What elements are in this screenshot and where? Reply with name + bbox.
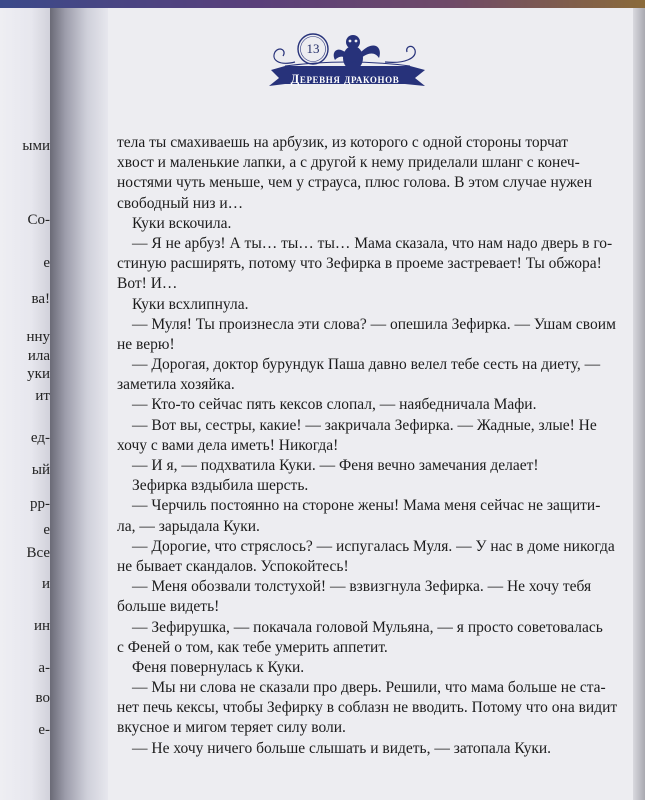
text-line: — Дорогие, что стряслось? — испугалась Муля. — У нас в доме никогда [132,537,615,555]
text-line: свободный низ и… [117,194,244,212]
page-number: 13 [306,41,320,56]
dragon-emblem-icon [334,35,380,70]
left-page-fragment: Со- [27,212,50,228]
text-line: ла, — зарыдала Куки. [117,517,260,535]
text-line: — И я, — подхватила Куки. — Феня вечно замечания делает! [132,457,539,474]
left-page-fragment: е [43,255,50,271]
left-page-fragment: Все [26,545,50,561]
left-page-fragment: ва! [31,291,50,307]
left-page-fragment: ый [31,462,50,478]
left-page-fragment: нну [26,329,50,345]
left-page-fragment: уки [27,366,50,382]
text-line: — Меня обозвали толстухой! — взвизгнула Зефирка. — Не хочу тебя [132,578,592,596]
left-page-fragment: е [43,522,50,538]
page-right-edge [633,8,645,800]
text-line: — Кто-то сейчас пять кексов слопал, — наябедничала Мафи. [132,396,537,414]
book-gutter-shadow [50,8,112,800]
text-line: хвост и маленькие лапки, а с другой к нему приделали шланг с конеч- [117,154,580,172]
text-line: — Зефирушка, — покачала головой Мульяна, — я просто советовалась [132,618,603,636]
text-line: с Феней о том, как тебе умерить аппетит. [117,638,388,656]
left-page-fragment: ит [35,388,50,404]
running-title: Деревня драконов [290,72,400,86]
text-line: — Вот вы, сестры, какие! — закричала Зефирка. — Жадные, злые! Не [132,416,597,434]
left-page-fragment: рр- [30,496,50,512]
text-line: Куки вскочила. [132,214,232,232]
text-line: вкусное и мигом теряет силу воли. [117,719,346,737]
text-line: — Дорогая, доктор бурундук Паша давно велел тебе сесть на диету, — [132,356,601,374]
left-page-fragment: ед- [30,430,50,446]
text-line: Феня повернулась к Куки. [132,658,305,676]
text-line: Куки всхлипнула. [132,295,249,313]
text-line: стиную расширять, потому что Зефирка в проеме застревает! Ты обжора! [117,255,602,273]
left-page-fragment: е- [38,722,50,738]
left-page-fragment: и [41,576,50,592]
text-line: — Я не арбуз! А ты… ты… ты… Мама сказала, что нам надо дверь в го- [132,234,613,252]
text-line: — Муля! Ты произнесла эти слова? — опешила Зефирка. — Ушам своим [132,315,616,333]
left-page-fragment: ила [27,348,50,364]
left-facing-page [0,8,52,800]
text-line: заметила хозяйка. [117,376,235,394]
text-line: — Мы ни слова не сказали про дверь. Решили, что мама больше не ста- [132,679,606,697]
text-line: не бывает скандалов. Успокойтесь! [117,557,349,575]
text-line: — Черчиль постоянно на стороне жены! Мама меня сейчас не защити- [132,497,601,515]
text-line: больше видеть! [117,598,220,616]
text-line: не верю! [117,335,175,353]
left-page-fragment: ин [33,618,50,634]
left-page-fragment: а- [38,660,50,676]
text-line: Зефирка вздыбила шерсть. [132,477,309,495]
text-line: нет печь кексы, чтобы Зефирку в соблазн не вводить. Потому что она видит [117,699,618,717]
text-line: хочу с вами дела иметь! Никогда! [117,436,339,454]
left-page-fragment: во [35,690,50,706]
left-page-fragment: ыми [22,138,50,154]
text-line: тела ты смахиваешь на арбузик, из которого с одной стороны торчат [117,134,569,151]
text-line: — Не хочу ничего больше слышать и видеть, — затопала Куки. [132,739,552,757]
header-banner-ornament [265,22,430,102]
body-text [117,133,618,759]
text-line: ностями чуть меньше, чем у страуса, плюс голова. В этом случае нужен [117,174,592,192]
text-line: Вот! И… [117,275,178,293]
